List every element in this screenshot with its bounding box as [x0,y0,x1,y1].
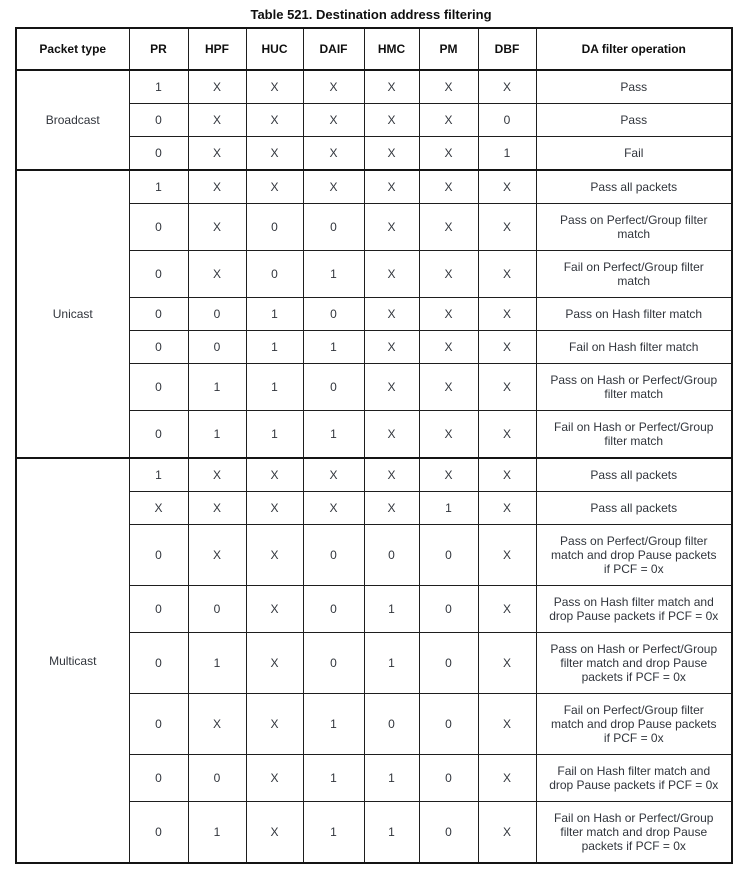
bit-cell: X [419,204,478,251]
bit-cell: X [303,170,364,204]
bit-cell: 1 [188,633,246,694]
bit-cell: X [188,492,246,525]
bit-cell: X [188,70,246,104]
bit-cell: 0 [419,586,478,633]
bit-cell: X [419,251,478,298]
column-header-hpf: HPF [188,28,246,70]
bit-cell: X [129,492,188,525]
table-title: Table 521. Destination address filtering [250,7,492,22]
packet-type-cell-broadcast: Broadcast [16,70,129,170]
bit-cell: X [303,70,364,104]
bit-cell: 0 [129,104,188,137]
bit-cell: 1 [188,364,246,411]
bit-cell: 0 [419,694,478,755]
bit-cell: 0 [129,802,188,864]
bit-cell: 0 [303,525,364,586]
bit-cell: X [246,525,303,586]
operation-cell: Pass on Perfect/Group filter match and drop Pause packets if PCF = 0x [536,525,732,586]
bit-cell: 0 [129,251,188,298]
bit-cell: 0 [129,411,188,459]
destination-address-filtering-table [15,27,733,864]
bit-cell: X [364,411,419,459]
bit-cell: X [419,137,478,171]
column-header-huc: HUC [246,28,303,70]
table-row [16,458,732,492]
bit-cell: 0 [129,633,188,694]
bit-cell: X [303,492,364,525]
operation-cell: Pass on Hash filter match [536,298,732,331]
operation-cell: Fail on Hash or Perfect/Group filter match and drop Pause packets if PCF = 0x [536,802,732,864]
bit-cell: 0 [129,525,188,586]
column-header-dbf: DBF [478,28,536,70]
column-header-hmc: HMC [364,28,419,70]
bit-cell: X [246,755,303,802]
operation-cell: Fail on Perfect/Group filter match and drop Pause packets if PCF = 0x [536,694,732,755]
bit-cell: 1 [129,458,188,492]
bit-cell: 1 [478,137,536,171]
bit-cell: 1 [246,411,303,459]
header-row [16,28,732,70]
operation-cell: Pass on Hash or Perfect/Group filter match [536,364,732,411]
table-body [16,70,732,863]
bit-cell: 1 [364,755,419,802]
bit-cell: 0 [419,633,478,694]
bit-cell: X [419,298,478,331]
bit-cell: 0 [303,586,364,633]
bit-cell: X [364,458,419,492]
bit-cell: X [303,458,364,492]
operation-cell: Fail on Hash filter match [536,331,732,364]
packet-type-cell-unicast: Unicast [16,170,129,458]
bit-cell: 1 [364,802,419,864]
bit-cell: X [303,137,364,171]
bit-cell: X [478,458,536,492]
bit-cell: X [188,137,246,171]
bit-cell: X [364,298,419,331]
operation-cell: Pass all packets [536,492,732,525]
bit-cell: 0 [419,525,478,586]
bit-cell: X [419,331,478,364]
bit-cell: 0 [303,298,364,331]
bit-cell: 1 [246,298,303,331]
bit-cell: X [246,802,303,864]
bit-cell: 0 [246,204,303,251]
bit-cell: 0 [188,298,246,331]
operation-cell: Fail [536,137,732,171]
bit-cell: X [188,525,246,586]
bit-cell: 1 [188,411,246,459]
column-header-daif: DAIF [303,28,364,70]
bit-cell: X [246,633,303,694]
bit-cell: 0 [129,364,188,411]
bit-cell: X [246,137,303,171]
operation-cell: Fail on Hash filter match and drop Pause packets if PCF = 0x [536,755,732,802]
bit-cell: 0 [303,364,364,411]
bit-cell: X [188,458,246,492]
operation-cell: Pass all packets [536,170,732,204]
bit-cell: 0 [188,586,246,633]
bit-cell: X [419,104,478,137]
bit-cell: X [478,694,536,755]
bit-cell: X [364,492,419,525]
operation-cell: Pass on Hash or Perfect/Group filter match and drop Pause packets if PCF = 0x [536,633,732,694]
bit-cell: X [246,70,303,104]
table-row [16,70,732,104]
bit-cell: X [419,411,478,459]
bit-cell: 1 [303,694,364,755]
bit-cell: X [419,170,478,204]
bit-cell: X [364,204,419,251]
bit-cell: 1 [129,70,188,104]
bit-cell: 1 [246,331,303,364]
bit-cell: X [188,204,246,251]
bit-cell: 1 [129,170,188,204]
bit-cell: 1 [364,586,419,633]
bit-cell: X [364,104,419,137]
bit-cell: 1 [246,364,303,411]
bit-cell: X [419,458,478,492]
bit-cell: 0 [188,331,246,364]
bit-cell: X [364,137,419,171]
bit-cell: X [188,170,246,204]
bit-cell: X [478,70,536,104]
bit-cell: X [478,755,536,802]
table-row [16,170,732,204]
bit-cell: X [478,411,536,459]
bit-cell: 0 [419,802,478,864]
bit-cell: X [478,586,536,633]
bit-cell: X [478,492,536,525]
bit-cell: 0 [129,298,188,331]
operation-cell: Pass [536,70,732,104]
bit-cell: X [364,364,419,411]
bit-cell: X [419,364,478,411]
bit-cell: 0 [246,251,303,298]
bit-cell: 0 [188,755,246,802]
bit-cell: X [478,802,536,864]
operation-cell: Pass on Perfect/Group filter match [536,204,732,251]
bit-cell: X [478,364,536,411]
operation-cell: Fail on Hash or Perfect/Group filter match [536,411,732,459]
bit-cell: 0 [129,331,188,364]
bit-cell: 0 [303,633,364,694]
bit-cell: 1 [303,802,364,864]
bit-cell: 0 [129,694,188,755]
bit-cell: X [246,694,303,755]
bit-cell: X [364,170,419,204]
bit-cell: X [188,694,246,755]
bit-cell: 0 [129,137,188,171]
bit-cell: 0 [478,104,536,137]
bit-cell: X [478,204,536,251]
bit-cell: X [364,70,419,104]
operation-cell: Pass [536,104,732,137]
bit-cell: X [188,104,246,137]
bit-cell: 0 [364,525,419,586]
column-header-da-filter-operation: DA filter operation [536,28,732,70]
bit-cell: 1 [303,755,364,802]
bit-cell: X [246,492,303,525]
bit-cell: 0 [419,755,478,802]
column-header-packet-type: Packet type [16,28,129,70]
bit-cell: X [246,170,303,204]
bit-cell: X [478,525,536,586]
bit-cell: 1 [303,251,364,298]
bit-cell: X [188,251,246,298]
bit-cell: 0 [303,204,364,251]
bit-cell: X [478,633,536,694]
bit-cell: 1 [188,802,246,864]
bit-cell: 0 [129,755,188,802]
bit-cell: X [303,104,364,137]
bit-cell: X [246,104,303,137]
bit-cell: X [419,70,478,104]
bit-cell: X [246,586,303,633]
packet-type-cell-multicast: Multicast [16,458,129,863]
bit-cell: X [364,251,419,298]
operation-cell: Fail on Perfect/Group filter match [536,251,732,298]
bit-cell: 1 [419,492,478,525]
bit-cell: 1 [303,331,364,364]
bit-cell: 1 [364,633,419,694]
operation-cell: Pass on Hash filter match and drop Pause packets if PCF = 0x [536,586,732,633]
column-header-pr: PR [129,28,188,70]
bit-cell: X [478,170,536,204]
bit-cell: 1 [303,411,364,459]
bit-cell: X [478,298,536,331]
bit-cell: 0 [364,694,419,755]
bit-cell: 0 [129,204,188,251]
bit-cell: X [246,458,303,492]
bit-cell: X [364,331,419,364]
bit-cell: X [478,331,536,364]
bit-cell: 0 [129,586,188,633]
operation-cell: Pass all packets [536,458,732,492]
bit-cell: X [478,251,536,298]
column-header-pm: PM [419,28,478,70]
